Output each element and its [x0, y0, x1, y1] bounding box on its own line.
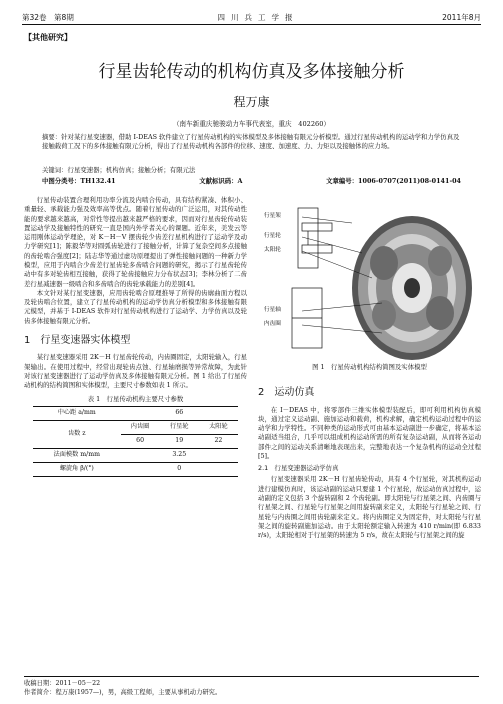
right-column [258, 378, 481, 540]
figure-caption: 图 1 行星传动机构结构简图及实体模型 [312, 363, 427, 371]
label-planet-gear: 行星轮 [264, 233, 281, 239]
left-column [24, 196, 247, 477]
label-planet-carrier: 行星架 [264, 213, 281, 219]
section1-paragraph: 某行星变速器采用 2K－H 行星齿轮传动，内齿圈固定，太阳轮输入，行星架输出。在使用过程中，经常出现轮齿点蚀、行星轴磨损等异常故障，为此针对该行星变速器进行了运动学仿真及多体接触有限元分析。图 1 给出了行星传动机构的结构简图和实体模型，主要尺寸参数如表 1 所示。 [24, 353, 247, 390]
label-planet-shaft: 行星轴 [264, 307, 281, 313]
table-caption: 表 1 行星传动机构主要尺寸参数 [87, 394, 184, 403]
table-row [33, 420, 238, 434]
label-sun-gear: 太阳轮 [264, 247, 281, 253]
table-cell: 66 [121, 406, 239, 420]
article-title: 行星齿轮传动的机构仿真及多体接触分析 [98, 62, 405, 82]
subsection-heading-2-1: 2.1 行星变速器运动学仿真 [258, 464, 339, 473]
section-heading-2: 2 运动仿真 [258, 387, 315, 398]
table-row [33, 406, 238, 420]
spec-table [33, 406, 238, 477]
table-cell: 螺旋角 β/(°) [33, 462, 121, 476]
header-volume: 第32卷 第8期 [22, 13, 74, 23]
header-date: 2011年8月 [442, 13, 481, 23]
running-header [22, 10, 481, 25]
section2-paragraph-1: 在 I－DEAS 中，将零部件三维实体模型装配后，即可利用机构仿真模块，通过定义运动副、施加运动和载荷，机构求解，确定机构运动过程中的运动学和力学特性。不同种类的运动形式可由基本运动副进一步确定，将基本运动副适当组合，几乎可以组成机构运动所需的所有复杂运动副，从而将各运动部件之间的运动关系清晰地表现出来，完整地表达一个复杂机构的运动全过程[5]。 [258, 405, 481, 460]
gear-3d-model [352, 216, 472, 360]
table-cell: 内齿圈 [121, 420, 160, 434]
affiliation: （南车新重庆驰骏动力车事代表室，重庆 402260） [172, 120, 331, 128]
keywords: 关键词：行星变速器；机构仿真；接触分析；有限元法 [42, 166, 196, 174]
received-date: 收稿日期：2011－05－22 [24, 680, 101, 687]
table-row [33, 448, 238, 462]
table-cell: 法面模数 m/mm [33, 448, 121, 462]
table-cell: 齿数 z [33, 420, 121, 448]
author-bio: 作者简介：程万康(1957—)，男，高级工程师，主要从事机动力研究。 [24, 689, 222, 697]
schematic-sketch [292, 208, 332, 348]
article-number: 文章编号：1006-0707(2011)08-0141-04 [326, 177, 461, 185]
abstract: 摘要：针对某行星变速器，借助 I-DEAS 软件建立了行星传动机构的实体模型及多体接触有限元分析模型。通过行星传动机构的运动学和力学仿真及接触载荷工况下的多体接触有限元分析，得出了行星传动机构各部件的位移、速度、加速度、力、力矩以及接触体的应力场。 [42, 133, 460, 151]
footnote [24, 676, 479, 697]
intro-paragraph-1: 行星传动装置合理利用功率分流及内啮合传动，具有结构紧凑、体积小、重量轻、承载能力强及效率高等优点。随着行星传动的广泛运用，对其传动性能的要求越来越高，对常性等提出越来越严格的要求，因而对行星齿轮传动装置运动学及接触特性的研究一直是国内外学者关心的课题。近年来，美发云等运用刚体运动学理论，对 K－H－V 摆齿轮少齿差行星机构进行了运动学及动力学研究[1]；陈毅华等对圆弧齿轮进行了接触分析，计算了复杂空间多点接触的齿轮啮合强度[2]；陆志华等通过虚功原理提出了弹性接触问题的一种新力学模型，应用于内啮合少齿差行星齿轮多齿啮合问题的研究，揭示了行星齿轮传动中有多对轮齿相互接触，获得了轮齿接触应力分布状态[3]；李林分析了二齿差行星减速器一级啮合和多齿啮合的齿轮承载能力的差别[4]。 [24, 196, 247, 288]
document-code: 文献标识码：A [199, 177, 243, 185]
intro-paragraph-2: 本文针对某行星变速器，应用齿轮啮合原理推导了所得的齿廓曲面方程以及轮齿啮合位置，建立了行星传动机构的运动学仿真分析模型和多体接触有限元模型，并基于 I-DEAS 软件对行星传动机构进行了运动学、力学仿真以及轮齿多体接触有限元分析。 [24, 288, 247, 325]
table-cell: 22 [199, 434, 238, 448]
section-tag: 【其他研究】 [24, 33, 72, 42]
table-cell: 行星轮 [160, 420, 199, 434]
section2-paragraph-2: 行星变速器采用 2K－H 行星齿轮传动，具有 4 个行星轮，对其机构运动进行建模仿真时，该运动副的运动只要建 1 个行星轮，故运动仿真过程中，运动副的定义包括 3 个旋转副和 2 个齿轮副。即太阳轮与行星架之间、内齿圈与行星架之间、行星轮与行星架之间用旋转副来定义，太阳轮与行星轮之间、行星轮与内齿圈之间用齿轮副来定义。将内齿圈定义为固定件，对太阳轮与行星架之间的旋转副施加运动。由于太阳轮额定输入转速为 410 r/min(即 6.833 r/s)，太阳轮相对于行星架的转速为 5 r/s，故在太阳轮与行星架之间的旋 [258, 475, 481, 540]
section-heading-1: 1 行星变速器实体模型 [24, 334, 131, 346]
table-cell: 3.25 [121, 448, 239, 462]
gear-assembly-illustration [262, 193, 482, 363]
table-cell: 0 [121, 462, 239, 476]
table-cell: 60 [121, 434, 160, 448]
table-cell: 中心距 a/mm [33, 406, 121, 420]
label-ring-gear: 内齿圈 [264, 321, 281, 327]
classification-line [42, 177, 461, 186]
table-row [33, 462, 238, 476]
author: 程万康 [233, 95, 270, 109]
table-cell: 19 [160, 434, 199, 448]
figure-1 [262, 193, 482, 363]
table-cell: 太阳轮 [199, 420, 238, 434]
header-journal: 四川兵工学报 [217, 13, 299, 23]
clc-number: 中图分类号：TH132.41 [42, 177, 116, 185]
